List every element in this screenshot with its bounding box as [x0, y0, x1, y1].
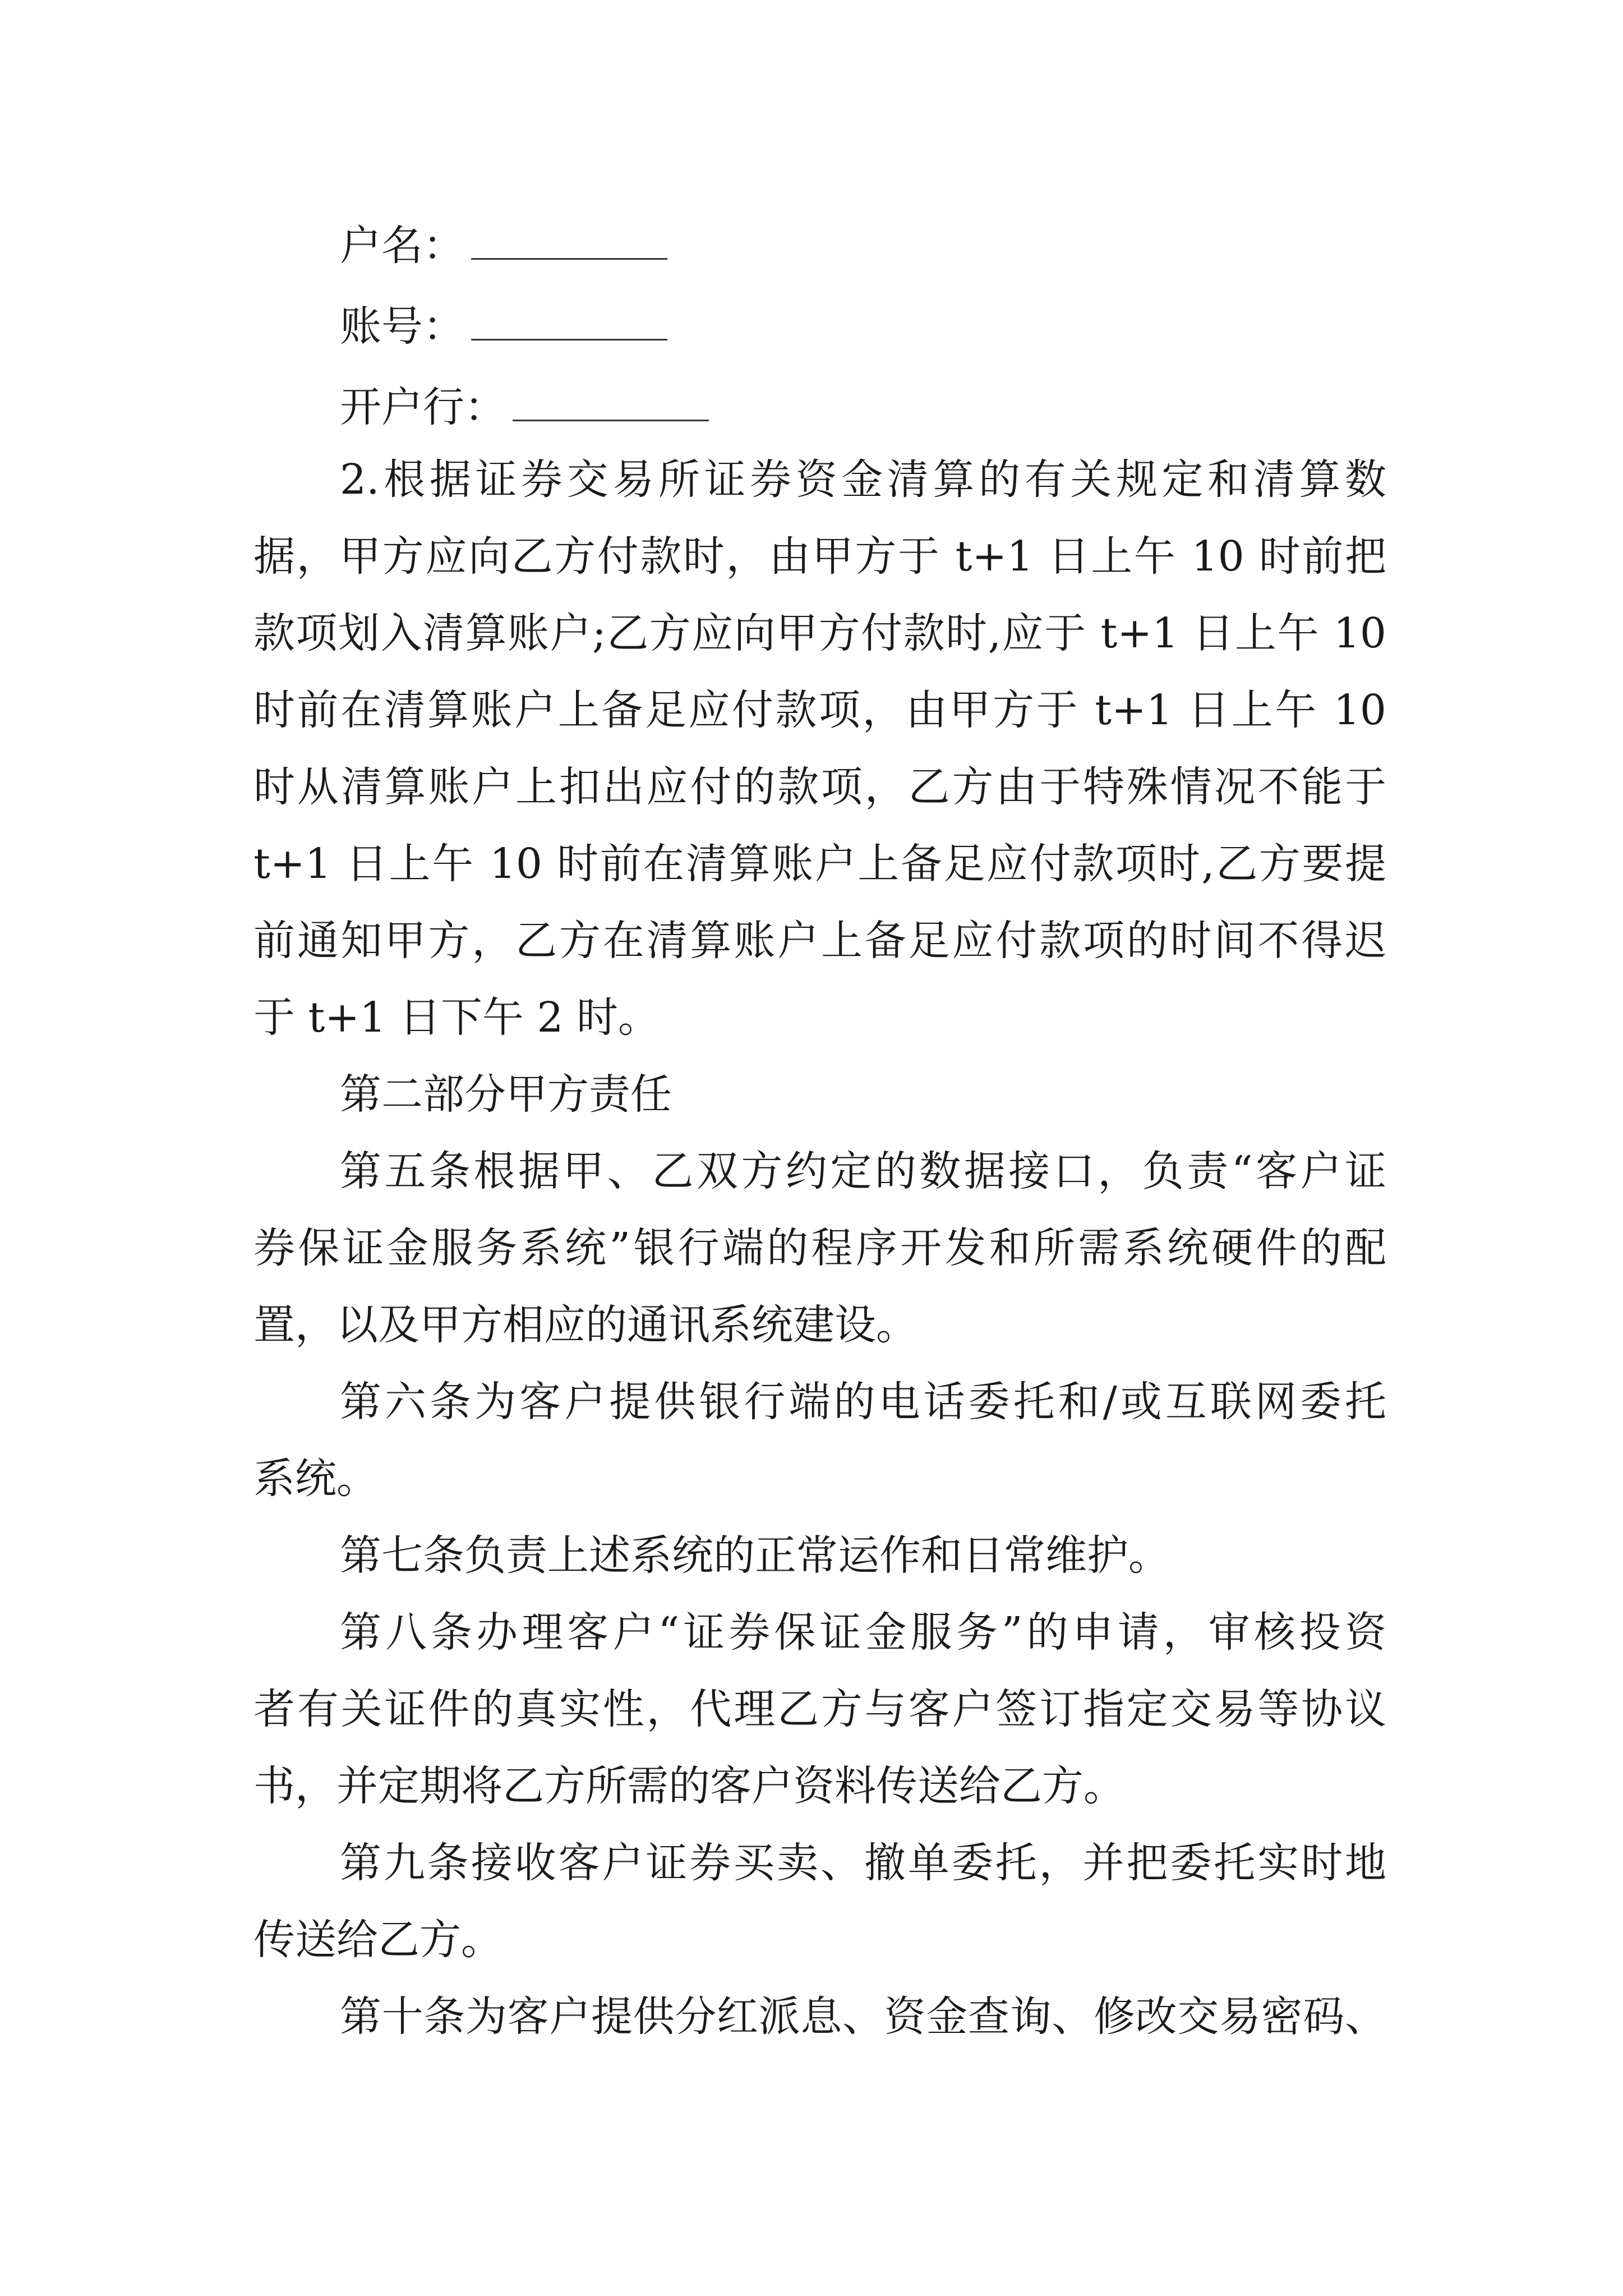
- text-line: 置，以及甲方相应的通讯系统建设。: [253, 1301, 917, 1349]
- section-heading: 第二部分甲方责任: [340, 1070, 672, 1119]
- text-line: 据，甲方应向乙方付款时，由甲方于 t+1 日上午 10 时前把: [253, 532, 1386, 581]
- text-line: 第五条根据甲、乙双方约定的数据接口，负责“客户证: [340, 1147, 1386, 1195]
- text-line: 2.根据证券交易所证券资金清算的有关规定和清算数: [340, 455, 1386, 504]
- bank-branch-field: [340, 383, 709, 431]
- text-line: 于 t+1 日下午 2 时。: [253, 993, 660, 1042]
- text-line: 第六条为客户提供银行端的电话委托和/或互联网委托: [340, 1378, 1386, 1426]
- text-line: 款项划入清算账户;乙方应向甲方付款时,应于 t+1 日上午 10: [253, 609, 1386, 657]
- text-line: 第七条负责上述系统的正常运作和日常维护。: [340, 1531, 1170, 1580]
- text-line: 者有关证件的真实性，代理乙方与客户签订指定交易等协议: [253, 1685, 1386, 1733]
- text-line: 书，并定期将乙方所需的客户资料传送给乙方。: [253, 1762, 1125, 1810]
- text-line: 第九条接收客户证券买卖、撤单委托，并把委托实时地: [340, 1839, 1386, 1887]
- text-line: 第八条办理客户“证券保证金服务”的申请，审核投资: [340, 1608, 1386, 1657]
- account-number-label: 账号：: [340, 302, 464, 351]
- bank-branch-blank: [513, 386, 709, 421]
- account-name-blank: [471, 224, 667, 260]
- account-number-blank: [471, 305, 667, 341]
- account-name-field: [340, 222, 667, 270]
- text-line: 券保证金服务系统”银行端的程序开发和所需系统硬件的配: [253, 1224, 1386, 1272]
- text-line: 时从清算账户上扣出应付的款项，乙方由于特殊情况不能于: [253, 763, 1386, 811]
- text-line: t+1 日上午 10 时前在清算账户上备足应付款项时,乙方要提: [253, 840, 1386, 888]
- text-line: 时前在清算账户上备足应付款项，由甲方于 t+1 日上午 10: [253, 686, 1386, 734]
- account-name-label: 户名：: [340, 222, 464, 270]
- text-line: 第十条为客户提供分红派息、资金查询、修改交易密码、: [340, 1993, 1386, 2041]
- text-line: 传送给乙方。: [253, 1916, 502, 1964]
- text-line: 前通知甲方，乙方在清算账户上备足应付款项的时间不得迟: [253, 917, 1386, 965]
- text-line: 系统。: [253, 1455, 378, 1503]
- account-number-field: [340, 302, 667, 351]
- bank-branch-label: 开户行：: [340, 383, 506, 431]
